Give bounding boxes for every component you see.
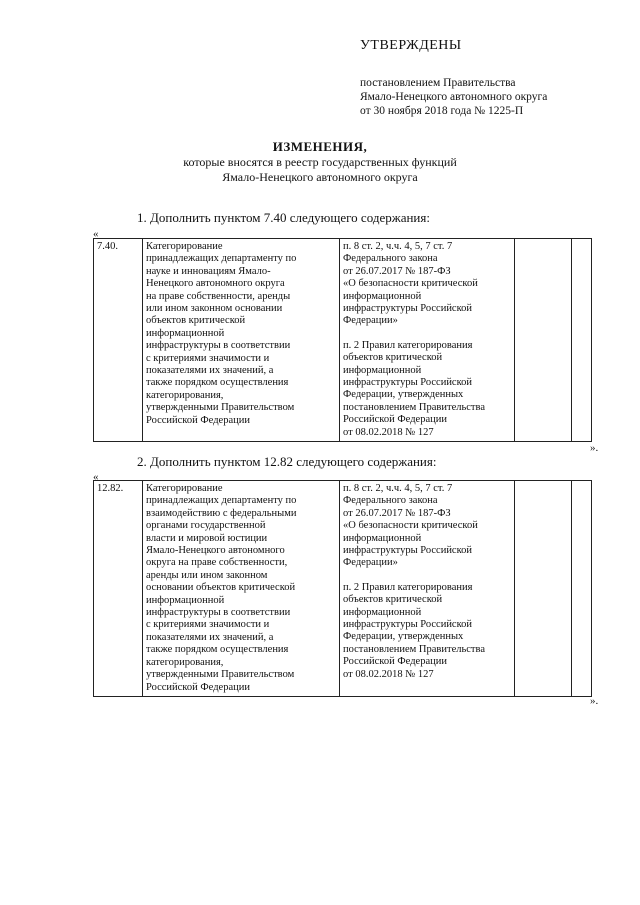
approval-heading: УТВЕРЖДЕНЫ xyxy=(360,38,462,53)
text-line: от 26.07.2017 № 187-ФЗ xyxy=(343,265,451,277)
text-line: власти и мировой юстиции xyxy=(146,532,268,544)
text-line: информационной xyxy=(343,606,422,618)
text-line: Федерации, утвержденных xyxy=(343,631,464,643)
text-line: Федерации» xyxy=(343,557,398,569)
approval-line: постановлением Правительства xyxy=(360,77,516,89)
text-line: Российской Федерации xyxy=(146,414,250,426)
text-line: показателями их значений, а xyxy=(146,365,274,377)
text-line: или ином законном основании xyxy=(146,303,283,315)
item-1-heading: 1. Дополнить пунктом 7.40 следующего содержания: xyxy=(137,210,430,225)
text-line: категорирования, xyxy=(146,656,224,668)
text-line: «О безопасности критической xyxy=(343,520,478,532)
item-1-number: 7.40. xyxy=(94,239,143,442)
subtitle-line: Ямало-Ненецкого автономного округа xyxy=(222,170,418,184)
text-line: на праве собственности, аренды xyxy=(146,290,291,302)
document-subtitle xyxy=(0,155,640,185)
text-line: п. 8 ст. 2, ч.ч. 4, 5, 7 ст. 7 xyxy=(343,483,453,494)
text-line: основании объектов критической xyxy=(146,582,296,594)
text-line: аренды или ином законном xyxy=(146,569,268,581)
text-line: принадлежащих департаменту по xyxy=(146,253,297,265)
text-line: объектов критической xyxy=(343,352,443,364)
text-line: взаимодействию с федеральными xyxy=(146,507,297,519)
empty-cell xyxy=(515,481,572,697)
text-line: п. 2 Правил категорирования xyxy=(343,581,473,593)
item-2-heading: 2. Дополнить пунктом 12.82 следующего содержания: xyxy=(137,454,437,469)
item-1-open-quote: « xyxy=(93,228,99,240)
text-line: от 08.02.2018 № 127 xyxy=(343,426,434,438)
empty-cell xyxy=(572,239,592,442)
text-line: округа на праве собственности, xyxy=(146,557,288,569)
text-line: с критериями значимости и xyxy=(146,352,270,364)
text-line: с критериями значимости и xyxy=(146,619,270,631)
text-line: Ненецкого автономного округа xyxy=(146,278,285,290)
text-line: Федерации, утвержденных xyxy=(343,389,464,401)
item-2-close-quote: ». xyxy=(590,695,599,707)
text-line: информационной xyxy=(343,290,422,302)
text-line: принадлежащих департаменту по xyxy=(146,495,297,507)
item-1-close-quote: ». xyxy=(590,442,599,454)
text-line: объектов критической xyxy=(146,315,246,327)
text-line: п. 8 ст. 2, ч.ч. 4, 5, 7 ст. 7 xyxy=(343,241,453,252)
text-line: постановлением Правительства xyxy=(343,401,486,413)
spacer xyxy=(343,570,511,582)
item-2-function-name xyxy=(143,481,340,697)
item-1-table xyxy=(93,238,592,442)
text-line: инфраструктуры Российской xyxy=(343,545,473,557)
approval-line: от 30 ноября 2018 года № 1225-П xyxy=(360,105,524,117)
item-1-function-name xyxy=(143,239,340,442)
item-2-table xyxy=(93,480,592,697)
text-line: Российской Федерации xyxy=(146,681,250,693)
item-1-legal-basis xyxy=(340,239,515,442)
table-row xyxy=(94,481,592,697)
subtitle-line: которые вносятся в реестр государственных функций xyxy=(183,155,457,169)
text-line: категорирования, xyxy=(146,389,224,401)
text-line: также порядком осуществления xyxy=(146,644,289,656)
approval-line: Ямало-Ненецкого автономного округа xyxy=(360,91,548,103)
text-line: утвержденными Правительством xyxy=(146,402,295,414)
empty-cell xyxy=(515,239,572,442)
text-line: инфраструктуры Российской xyxy=(343,619,473,631)
text-line: информационной xyxy=(146,594,225,606)
text-line: Ямало-Ненецкого автономного xyxy=(146,545,285,557)
text-line: Федерального закона xyxy=(343,495,438,507)
text-line: Российской Федерации xyxy=(343,656,447,668)
text-line: информационной xyxy=(343,532,422,544)
text-line: инфраструктуры Российской xyxy=(343,377,473,389)
text-line: также порядком осуществления xyxy=(146,377,289,389)
text-line: Российской Федерации xyxy=(343,414,447,426)
text-line: инфраструктуры в соответствии xyxy=(146,607,291,619)
text-line: Федерации» xyxy=(343,315,398,327)
empty-cell xyxy=(572,481,592,697)
text-line: Категорирование xyxy=(146,483,223,494)
approval-block xyxy=(360,76,547,118)
text-line: утвержденными Правительством xyxy=(146,669,295,681)
text-line: инфраструктуры в соответствии xyxy=(146,340,291,352)
text-line: «О безопасности критической xyxy=(343,278,478,290)
text-line: от 26.07.2017 № 187-ФЗ xyxy=(343,507,451,519)
text-line: информационной xyxy=(343,364,422,376)
text-line: от 08.02.2018 № 127 xyxy=(343,668,434,680)
text-line: показателями их значений, а xyxy=(146,631,274,643)
text-line: информационной xyxy=(146,327,225,339)
text-line: Федерального закона xyxy=(343,253,438,265)
document-title: ИЗМЕНЕНИЯ, xyxy=(272,139,368,154)
text-line: Категорирование xyxy=(146,241,223,252)
text-line: объектов критической xyxy=(343,594,443,606)
text-line: органами государственной xyxy=(146,520,266,532)
spacer xyxy=(343,328,511,340)
text-line: инфраструктуры Российской xyxy=(343,303,473,315)
item-2-legal-basis xyxy=(340,481,515,697)
item-2-open-quote: « xyxy=(93,471,99,483)
text-line: п. 2 Правил категорирования xyxy=(343,339,473,351)
text-line: постановлением Правительства xyxy=(343,643,486,655)
text-line: науке и инновациям Ямало- xyxy=(146,265,271,277)
table-row xyxy=(94,239,592,442)
item-2-number: 12.82. xyxy=(94,481,143,697)
